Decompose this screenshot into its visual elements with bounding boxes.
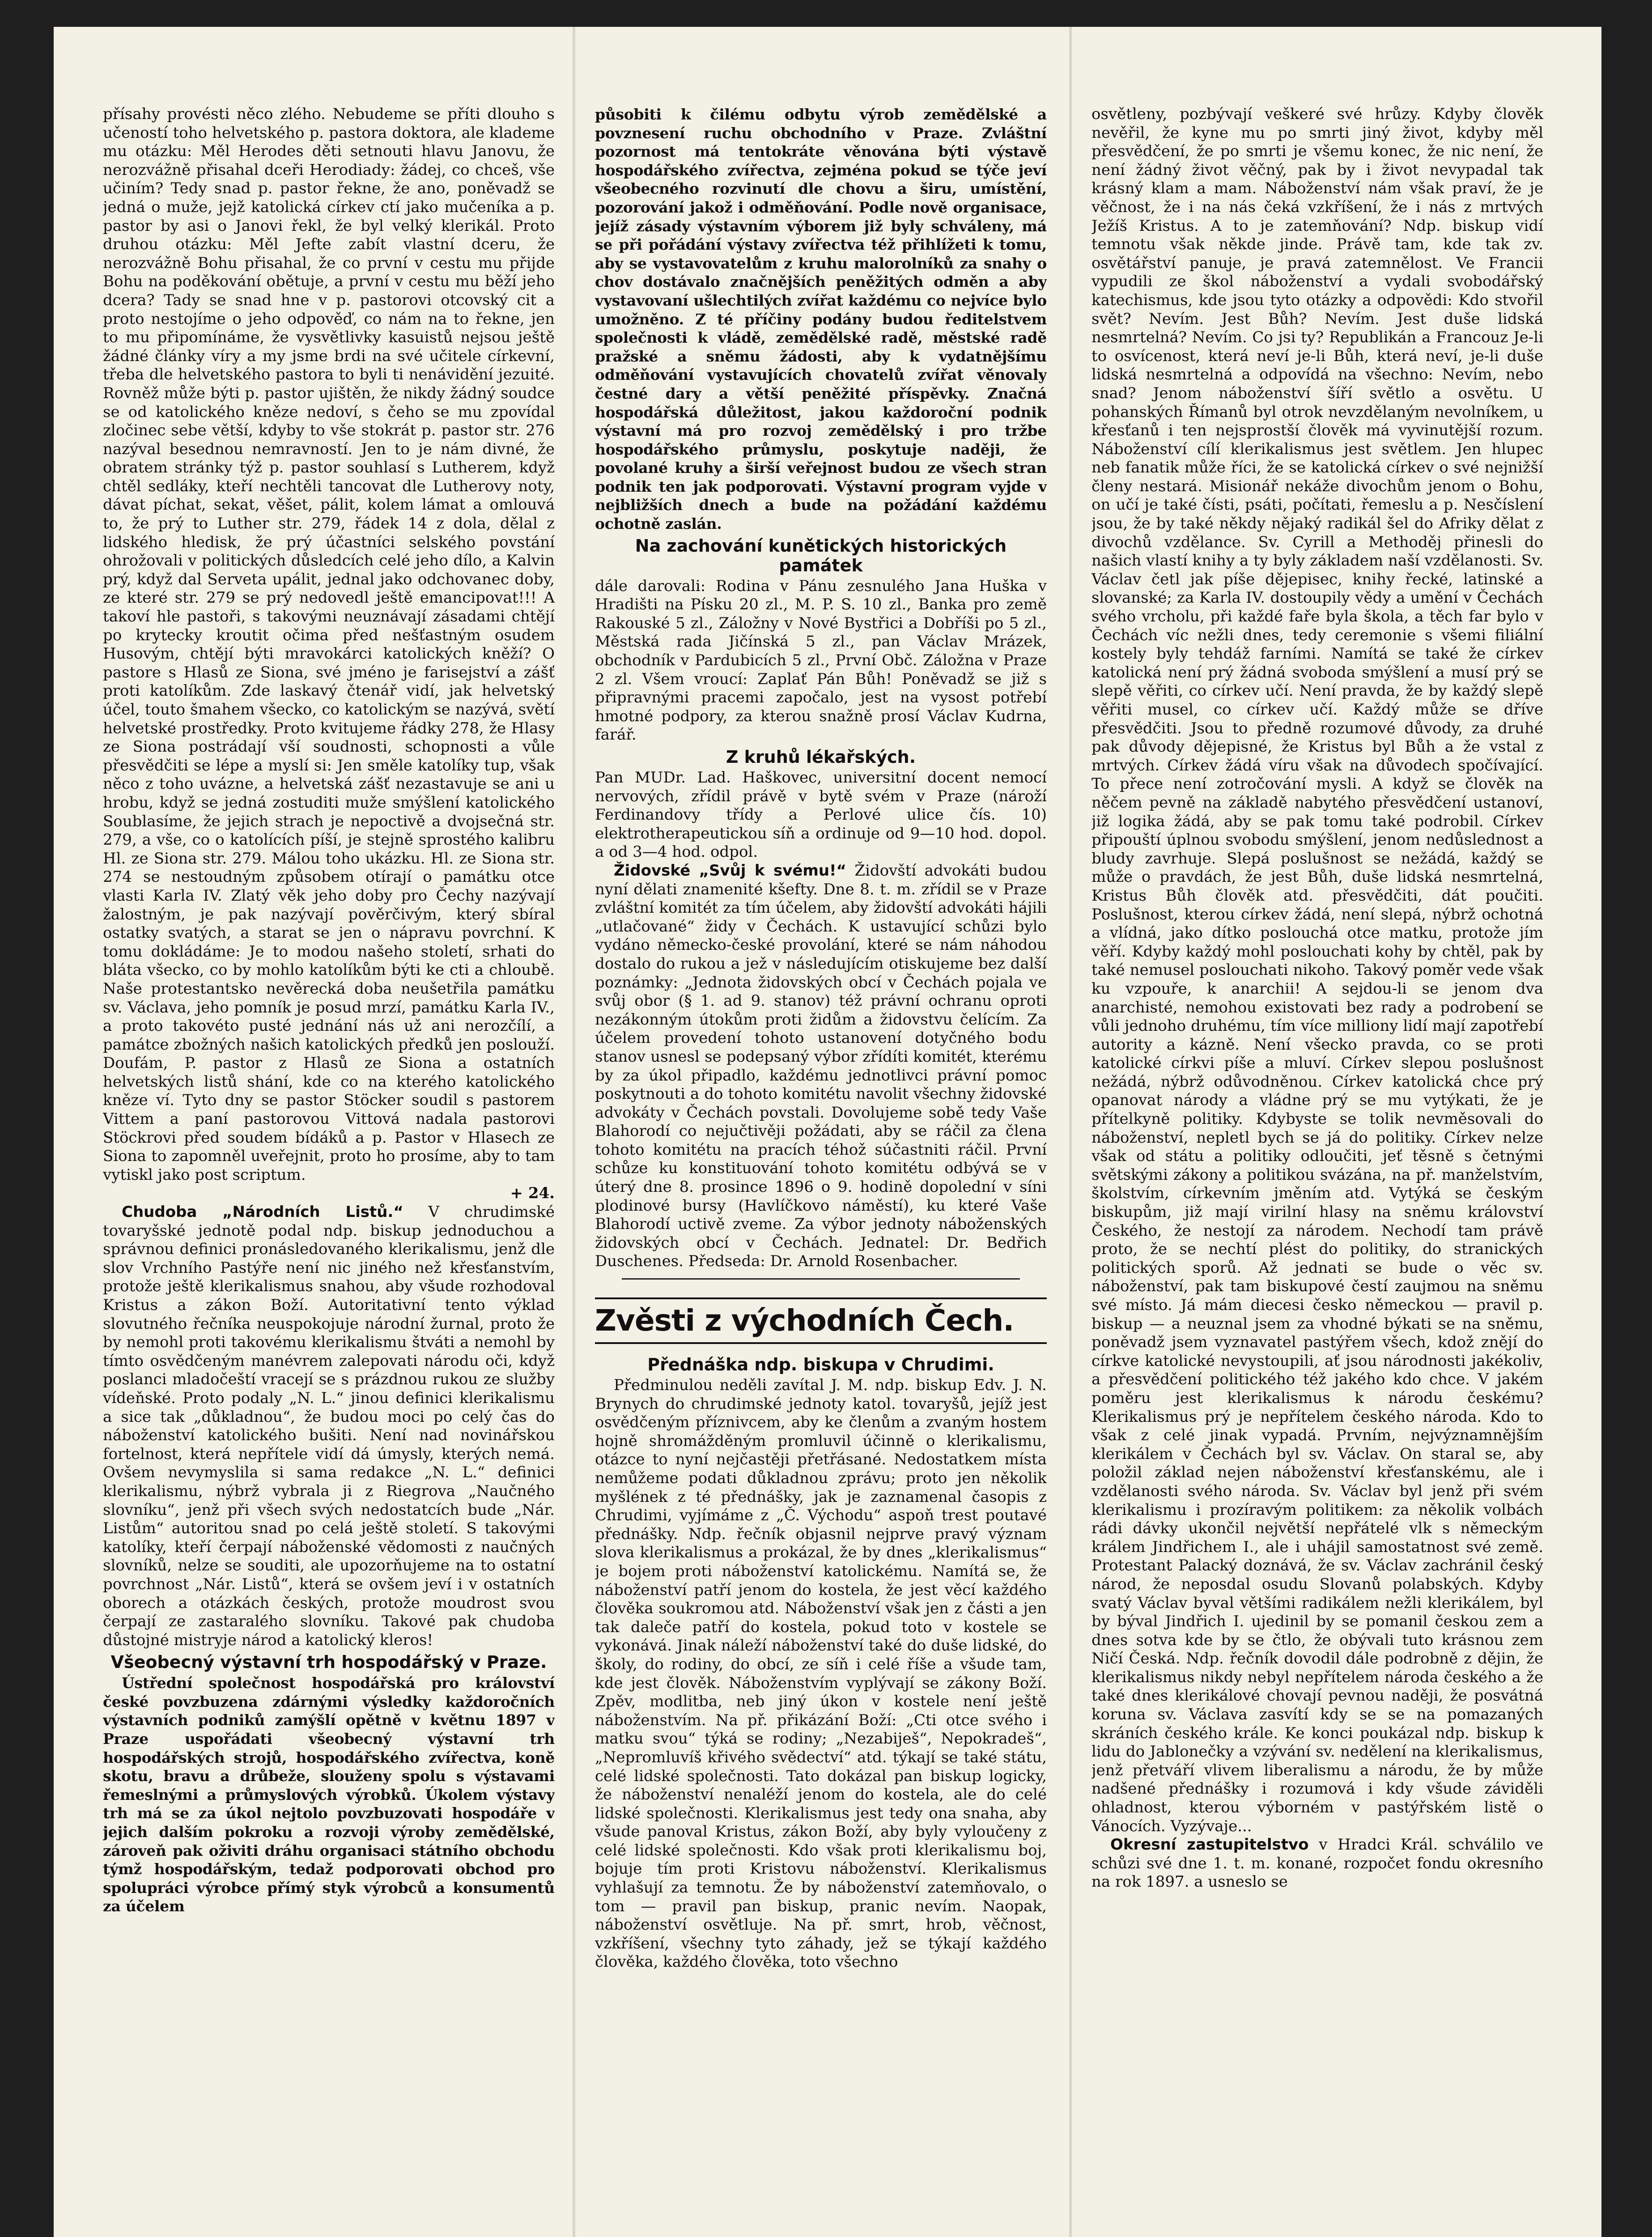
newspaper-page	[54, 27, 1601, 2237]
section-heading: Zvěsti z východních Čech.	[595, 1297, 1047, 1344]
paragraph	[595, 1376, 1047, 1972]
paragraph	[103, 1674, 555, 1916]
paragraph-text: V chrudimské tovaryšské jednotě podal ndp. biskup jednoduchou a správnou definici pronásledovaného klerikalismu, jenž dle slov Vrchního Pastýře není nic jiného než křesťanstvím, protože ještě klerikalismus snahou, aby všude rozhodoval Kristus a zákon Boží. Autoritativní tento výklad slovutného řečníka neuspokojuje národní žurnal, proto že by nemohl proti takovému klerikalismu štváti a nemohl by tímto osvědčeným manévrem zalepovati národu oči, když poslanci mladočeští vracejí se s prázdnou rukou ze služby vídeňské. Proto podaly „N. L.“ jinou definici klerikalismu a sice tak „důkladnou“, že budou moci po celý čas do náboženství katolického bušiti. Není nad novinářskou fortelnost, která nepřítele vidí dá úmysly, kterých nemá. Ovšem nevymyslila si sama redakce „N. L.“ definici klerikalismu, nýbrž vybrala ji z Riegrova „Naučného slovníku“, jenž při všech svých nedostatcích bude „Nár. Listům“ autoritou snad po celá ještě století. S takovými katolíky, kteří čerpají náboženské vědomosti z naučných slovníků, nelze se souditi, ale upozorňujeme na to ostatní povrchnost „Nár. Listů“, která se ovšem jeví i v ostatních oborech a otázkách českých, protože moudrost svou čerpají ze zastaralého slovníku. Takové pak chudoba důstojné mistryje národ a katolický kleros!	[103, 1203, 555, 1649]
paragraph-text: Židovští advokáti budou nyní dělati znamenité kšefty. Dne 8. t. m. zřídil se v Praze zvláštní komitét za tím účelem, aby židovští advokáti hájili „utlačované“ židy v Čechách. K ustavující schůzi bylo vydáno německo-české provolání, které se nám náhodou dostalo do rukou a jež v následujícím otiskujeme bez další poznámky: „Jednota židovských obcí v Čechách pojala ve svůj obor (§ 1. ad 9. stanov) též právní ochranu oproti nezákonným útokům proti židům a židovstvu čelícím. Za účelem provedení tohoto ustanovení dotyčného bodu stanov usnesl se podepsaný výbor zřídíti komitét, kterému by za úkol připadlo, každému jednotlivci právní pomoc poskytnouti a do tohoto komitétu navolit všechny židovské advokáty v Čechách povstali. Dovolujeme sobě tedy Vaše Blahorodí co nejučtivěji požádati, aby se ráčil za člena tohoto komitétu na pracích téhož súčastniti ráčil. První schůze ku konstituování tohoto komitétu odbývá se v úterý dne 8. prosince 1896 o 9. hodině dopolední v síni plodinové bursy (Havlíčkovo náměstí), ku které Vaše Blahorodí uctivě zveme. Za výbor jednoty náboženských židovských obcí v Čechách. Jednatel: Dr. Bedřich Duschenes. Předseda: Dr. Arnold Rosenbacher.	[595, 861, 1047, 1271]
paragraph	[595, 862, 1047, 1271]
signature: + 24.	[510, 1184, 555, 1203]
article-heading: Z kruhů lékařských.	[726, 747, 916, 767]
paragraph-text: v Hradci Král. schválilo ve schůzi své dne 1. t. m. konané, rozpočet fondu okresního na rok 1897. a usneslo se	[1091, 1836, 1543, 1891]
paragraph	[103, 1203, 555, 1650]
paragraph-text: dále darovali: Rodina v Pánu zesnulého Jana Huška v Hradišti na Písku 20 zl., M. P. S. 10 zl., Banka pro země Rakouské 5 zl., Záložny v Nové Bystřici a Dobříši po 5 zl., Městská rada Jičínská 5 zl., pan Václav Mrázek, obchodník v Pardubicích 5 zl., První Obč. Záložna v Praze 2 zl. Všem vroucí: Zaplať Pán Bůh! Poněvadž se již s připravnými pracemi započalo, jest na vysost potřebí hmotné podpory, za kterou snažně prosí Václav Kudrna, farář.	[595, 577, 1047, 744]
paragraph	[1091, 105, 1543, 1836]
column-left	[103, 105, 555, 2237]
paragraph	[103, 105, 555, 1184]
column-gutter	[573, 27, 575, 2237]
paragraph-text: Pan MUDr. Lad. Haškovec, universitní docent nemocí nervových, zřídil právě v bytě svém v Praze (nároží Ferdinandovy třídy a Perlové ulice čís. 10) elektrotherapeutickou síň a ordinuje od 9—10 hod. dopol. a od 3—4 hod. odpol.	[595, 769, 1047, 861]
paragraph-text: působiti k čilému odbytu výrob zemědělské a povznesení ruchu obchodního v Praze. Zvláštní pozornost má tentokráte věnována býti výstavě hospodářského zvířectva, zejména pokud se týče jeví všeobecného rozvinutí dle chovu a širu, umístění, pozorování jakož i odměňování. Podle nově organisace, jejíž zásady výstavním výborem již byly schváleny, má se při pořádání výstavy zvířectva též přihlížeti k tomu, aby se vystavovatelům z kruhu malorolníků za snahy o chov dostávalo značnějších peněžitých odměn a aby vystavovaní ušlechtilých zvířat každému co nejvíce bylo umožněno. Z té příčiny podány budou ředitelstvem společnosti k vládě, zemědělské radě, městské radě pražské a sněmu žádosti, aby k vydatnějšímu odměňování vystavujících chovatelů zvířat věnovaly čestné dary a větší peněžité příspěvky. Značná hospodářská důležitost, jakou každoroční podnik výstavní má pro rozvoj zemědělský i pro tržbe hospodářského průmyslu, poskytuje naději, že povolané kruhy a širší veřejnost budou ze všech stran podnik ten jak podporovati. Výstavní program vyjde v nejbližších dnech a bude na požádání každému ochotně zaslán.	[595, 106, 1047, 533]
column-gutter	[1069, 27, 1072, 2237]
divider	[622, 1278, 1020, 1280]
article-heading: Všeobecný výstavní trh hospodářský v Praze.	[110, 1652, 547, 1672]
paragraph-lead: Chudoba „Národních Listů.“	[122, 1203, 403, 1221]
paragraph-lead: Židovské „Svůj k svému!“	[614, 861, 846, 880]
article-heading: Na zachování kunětických historických památek	[635, 536, 1007, 575]
paragraph	[595, 577, 1047, 744]
paragraph-lead: Okresní zastupitelstvo	[1110, 1836, 1309, 1854]
article-heading: Přednáška ndp. biskupa v Chrudimi.	[647, 1355, 994, 1375]
column-right	[1091, 105, 1543, 2237]
column-middle	[595, 105, 1047, 2237]
paragraph	[595, 105, 1047, 533]
paragraph-text: osvětleny, pozbývají veškeré své hrůzy. Kdyby člověk nevěřil, že kyne mu po smrti jiný život, kdyby měl přesvědčení, že po smrti je všemu konec, že nic není, že není žádný život věčný, pak by i život nevypadal tak krásný klam a mam. Náboženství nám však praví, že je věčnost, že i na nás čeká vzkříšení, že i nás z mrtvých Ježíš Kristus. A to je zatemňování? Ndp. biskup vidí temnotu však někde jinde. Právě tam, kde tak zv. osvětářství panuje, je pravá zatemnělost. Ve Francii vypudili ze škol náboženství a vydali svobodářský katechismus, kde jsou tyto otázky a odpovědi: Kdo stvořil svět? Nevím. Jest Bůh? Nevím. Jest duše lidská nesmrtelná? Nevím. Co jsi ty? Republikán a Francouz Je-li to osvícenost, která neví je-li Bůh, která neví, je-li duše lidská nesmrtelná a odpovídá na všechno: Nevím, nebo snad? Jenom náboženství šíří světlo a osvětu. U pohanských Římanů byl otrok nevzdělaným nevolníkem, u křesťanů i ten nejsprostší člověk má vyvinutější rozum. Náboženství cílí klerikalismus jest světlem. Jen hlupec neb fanatik může říci, že se katolická církev o své nejnižší členy nestará. Misionář nekáže divochům jenom o Bohu, on učí je také čísti, psáti, počítati, řemeslu a p. Nesčíslení jsou, že by také někdy nějaký radikál šel do Afriky dělat z divochů vzdělance. Sv. Cyrill a Methoděj přinesli do našich vlastí knihy a ty byly základem naší vzdělanosti. Sv. Václav četl jak píše dějepisec, knihy řecké, latinské a slovanské; za Karla IV. dostoupily vědy a umění v Čechách svého vrcholu, při každé faře byla škola, a těch far bylo v Čechách víc nežli dnes, tedy ceremonie s všemi filiální kostely byly tehdáž farními. Namítá se také že církev katolická není prý žádná svoboda smýšlení a musí prý se slepě věřiti, co církev učí. Není pravda, že by každý slepě věřiti musel, co církev učí. Každý může se dříve přesvědčiti. Jsou to předně rozumové důvody, za druhé pak důvody dějepisné, že Kristus byl Bůh a že vstal z mrtvých. Církev žádá víru však na důvodech spočívající. To přece není zotročování mysli. A když se člověk na něčem pevně na základě nabytého přesvědčení ustanoví, již logika žádá, aby se pak tomu také podrobil. Církev připouští úplnou svobodu smýšlení, jenom nedůslednost a bludy zavrhuje. Slepá poslušnost se nežádá, každý se může o pravdách, že jest Bůh, duše lidská nesmrtelná, Kristus Bůh člověk atd. přesvědčiti, dát poučiti. Poslušnost, kterou církev žádá, není slepá, nýbrž ochotná a vlídná, jako dítko poslouchá otce matku, protože jím věří. Kdyby každý mohl poslouchati kohy by chtěl, pak by také nemusel poslouchati nikoho. Takový poměr vede však ku vzpouře, k anarchii! A sejdou-li se jenom dva anarchisté, nemohou existovati bez rady a podrobení se vůli jednoho druhému, tím více milliony lidí mají zapotřebí autority a kázně. Není všecko pravda, co se proti katolické církvi píše a mluví. Církev slepou poslušnost nežádá, nýbrž odůvodněnou. Církev katolická chce prý opanovat národy a vládne prý se mu vytýkati, že je přítelkyně politiky. Kdybyste se tolik nevměsovali do náboženství, nepletl bych se já do politiky. Církev nelze však od státu a politiky odloučiti, jeť těsně s četnými světskými zákony a politikou svázána, na př. manželstvím, školstvím, církevním jměním atd. Vytýká se českým biskupům, již mají virilní hlasy na sněmu království Českého, že nestojí za národem. Nechodí tam právě proto, že se nechtí plést do politiky, do stranických politických sporů. Až jednati se bude o věc sv. náboženství, pak tam biskupové čestí zaujmou na sněmu své místo. Já mám diecesi česko německou — pravil p. biskup — a neuznal jsem za vhodné býkati se na sněmu, poněvadž jsem vyznavatel pastýřem všech, kdož znějí do církve katolické nevystoupili, ať jsou národnosti jakékoliv, a přesvědčení politického též jakého kdo chce. V jakém poměru jest klerikalismus k národu českému? Klerikalismus prý je nepřítelem českého národa. Kdo to však z celé jinak vypadá. Prvním, nejvýznamnějším klerikálem v Čechách byl sv. Václav. On staral se, aby položil základ nejen náboženství křesťanskému, ale i vzdělanosti svého národa. Sv. Václav byl jenž při svém klerikalismu i prozíravým politikem: za několik volbách rádi dávky ukončil největší nepřátelé vlk s německým králem Jindřichem I., ale i uhájil samostatnost své země. Protestant Palacký doznává, že sv. Václav zachránil český národ, že neposdal osudu Slovanů polabských. Kdyby svatý Václav byval většími radikálem nežli klerikálem, byl by býval Jindřich I. ujedinil by se pomanil českou zem a dnes sotva kde by se čtlo, že obývali tuto krásnou zem Ničí Česká. Ndp. řečník dovodil dále podrobně z dějin, že klerikalismus nikdy nebyl nepřítelem národa českého a že také dnes klerikálové chovají pevnou naději, že posvátná koruna sv. Václava zasvítí kdy se se na pomazaných skráních českého krále. Ke konci poukázal ndp. biskup k lidu do Jablonečky a vzývání sv. nedělení na klerikalismus, jenž přetváří vlivem liberalismu a národu, že by může nadšené přednášky i rozumová i kdy všude záviděli ohladnost, kterou výborném v pastýřském listě o Vánocích. Vyzývaje...	[1091, 105, 1543, 1835]
paragraph-text: Ústřední společnost hospodářská pro království české povzbuzena zdárnými výsledky každoročních výstavních podniků zamýšlí opětně v květnu 1897 v Praze uspořádati všeobecný výstavní trh hospodářských strojů, hospodářského zvířectva, koně skotu, bravu a drůbeže, slouženy spolu s výstavami řemeslnými a průmyslových výrobků. Úkolem výstavy trh má se za úkol nejtolo povzbuzovati hospodáře v jejich dalším pokroku a rozvoji výroby zemědělské, zároveň pak oživiti dráhu organisaci státního obchodu týmž hospodářským, tedaž podporovati obchod pro spolupráci výrobce přímý styk výrobců a konsumentů za účelem	[103, 1674, 555, 1915]
paragraph-text: Předminulou neděli zavítal J. M. ndp. biskup Edv. J. N. Brynych do chrudimské jednoty katol. tovaryšů, jejíž jest osvědčeným příznivcem, aby ke členům a zvaným hostem hojně shromážděným promluvil účinně o klerikalismu, otázce to nyní nejčastěji přetřásané. Nedostatkem místa nemůžeme podati důkladnou zprávu; proto jen několik myšlének z té přednášky, jak je zaznamenal časopis z Chrudimi, vyjímáme z „Č. Východu“ aspoň trest poutavé přednášky. Ndp. řečník objasnil nejprve pravý význam slova klerikalismus a prokázal, že by dnes „klerikalismus“ je bojem proti náboženství katolickému. Namítá se, že náboženství patří jenom do kostela, že jest věcí každého člověka soukromou atd. Náboženství však jen z části a jen tak daleče patří do kostela, pokud toto v kostele se vykonává. Jinak náleží náboženství také do duše lidské, do školy, do rodiny, do obcí, ze síň i celé říše a všude tam, kde jest člověk. Náboženstvím vyplývají se zákony Boží. Zpěv, modlitba, neb jiný úkon v kostele není ještě náboženstvím. Na př. přikázání Boží: „Cti otce svého i matku svou“ týká se rodiny; „Nezabiješ“, Nepokradeš“, „Nepromluvíš křivého svědectví“ atd. týkají se také státu, celé lidské společnosti. Tato dokázal pan biskup logicky, že náboženství nenaléží jenom do kostela, ale do celé lidské společnosti. Klerikalismus jest tedy ona snaha, aby všude panoval Kristus, zákon Boží, aby byly vyloučeny z celé lidské společnosti. Kdo však proti klerikalismu boj, bojuje tím proti Kristovu náboženství. Klerikalismus vyhlašují za temnotu. Že by náboženství zatemňovalo, o tom — pravil pan biskup, pranic nevím. Naopak, náboženství osvětluje. Na př. smrt, hrob, věčnost, vzkříšení, všechny tyto záhady, jež se týkají každého člověka, každého člověka, toto všechno	[595, 1376, 1047, 1971]
paragraph-text: přísahy provésti něco zlého. Nebudeme se příti dlouho s učeností toho helvetského p. pastora doktora, ale klademe mu otázku: Měl Herodes děti setnouti hlavu Janovu, že nerozvážně přisahal dceři Herodiady: žádej, co chceš, vše učiním? Tedy snad p. pastor řekne, že ano, poněvadž se jedná o muže, jejž katolická církev ctí jako mučeníka a p. pastor by asi o Janovi řekl, že byl velký klerikál. Proto druhou otázku: Měl Jefte zabít vlastní dceru, že nerozvážně Bohu přisahal, že co první v cestu mu přijde Bohu na poděkování obětuje, a první v cestu mu běží jeho dcera? Tady se snad hne v p. pastorovi otcovský cit a proto nestojíme o jeho odpověď, co nám na to řekne, jen to mu připomínáme, že vysvětlivky kasuistů nejsou ještě žádné články víry a my jsme brdi na své učitele církevní, třeba dle helvetského pastora to byli ti nenávidění jezuité. Rovněž může býti p. pastor ujištěn, že nikdy žádný soudce se od katolického kněze nedoví, s čeho se mu zpovídal zločinec sebe větší, kdyby to vše stokrát p. pastor str. 276 nazýval besednou nemravností. Jen to je nám divné, že obratem stránky týž p. pastor souhlasí s Lutherem, když chtěl sedláky, kteří nechtěli tancovat dle Lutherovy noty, dávat píchat, sekat, věšet, pálit, kolem lámat a omlouvá to, že prý to Luther str. 279, řádek 14 z dola, dělal z lidského hledisk, že prý účastníci selského povstání ohrožovali v politických důsledcích celé jeho dílo, a Kalvin prý, když dal Serveta upálit, jednal jako odchovanec doby, ze které str. 279 se prý nedovedl ještě emancipovat!!! A takoví hle pastoři, s takovými neuznávají zásadami chtějí po krytecky kroutit očima před nešťastným osudem Husovým, chtějí býti mravokárci katolických kněží? O pastore s Hlasů ze Siona, své jméno je farisejství a zášť proti katolíkům. Zde laskavý čtenář vidí, jak helvetský účel, touto šmahem všecko, co katolickým se nazývá, světí helvetské prostředky. Proto kvitujeme řádky 278, že Hlasy ze Siona postrádají vší soudnosti, schopnosti a vůle přesvědčiti se lépe a myslí si: Jen směle katolíky tup, však něco z toho uvázne, a helvetská zášť nezastavuje se ani u hrobu, když se jedná zostuditi muže smýšlení katolického Soublasíme, že jejich strach je nepoctivě a dvojsečná str. 279, a vše, co o katolících píší, je stejně sprostého kalibru Hl. ze Siona str. 279. Málou toho ukázku. Hl. ze Siona str. 274 se nestoudným způsobem otírají o památku otce vlasti Karla IV. Zlatý věk jeho doby pro Čechy nazývají žalostným, je pak nazývají pověrčivým, který sbíral ostatky svatých, a starat se jen o nápravu povrchní. K tomu dokládáme: Je to modou našeho století, srhati do bláta všecko, co by mohlo katolíkům býti ke cti a chloubě. Naše protestantsko nevěrecká doba neušetřila památku sv. Václava, jeho pomník je posud mrzí, památku Karla IV., a proto takovéto pusté jednání nás už ani nerozčílí, a památce zbožných našich katolických předků jen poslouží. Doufám, P. pastor z Hlasů ze Siona a ostatních helvetských listů shání, kde co na kterého katolického kněze ví. Tyto dny se pastor Stöcker soudil s pastorem Vittem a paní pastorovou Vittová nadala pastorovi Stöckrovi před soudem bídáků a p. Pastor v Hlasech ze Siona to zapomněl uveřejnit, proto ho prosíme, aby to tam vytiskl jako post scriptum.	[103, 105, 555, 1184]
paragraph	[1091, 1836, 1543, 1892]
paragraph	[595, 769, 1047, 862]
